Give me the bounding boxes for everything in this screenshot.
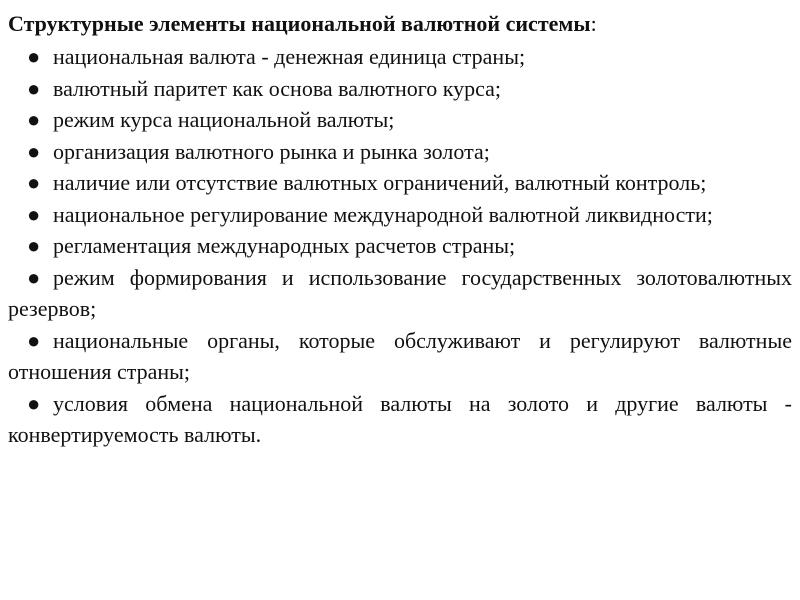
list-item <box>8 230 792 262</box>
list-item <box>8 199 792 231</box>
bullet-icon: ● <box>27 44 41 69</box>
bullet-icon: ● <box>27 233 41 258</box>
bullet-icon: ● <box>27 107 41 132</box>
list-item-text: режим формирования и использование государственных золотовалютных резервов; <box>8 264 792 321</box>
list-item <box>8 136 792 168</box>
bullet-icon: ● <box>27 138 41 164</box>
list-item-text: регламентация международных расчетов страны; <box>53 233 516 258</box>
bullet-icon: ● <box>27 170 41 195</box>
list-item-text: организация валютного рынка и рынка золота; <box>53 138 490 164</box>
list-item-text: валютный паритет как основа валютного курса; <box>53 75 502 101</box>
list-item <box>8 73 792 105</box>
list-item <box>8 325 792 388</box>
heading-title: Структурные элементы национальной валютной системы <box>8 11 591 36</box>
bullet-icon: ● <box>27 201 41 227</box>
list-item <box>8 167 792 199</box>
list-item-text: национальные органы, которые обслуживают и регулируют валютные отношения страны; <box>8 327 792 384</box>
list-item <box>8 104 792 136</box>
element-list <box>8 41 792 451</box>
list-item-text: национальное регулирование международной валютной ликвидности; <box>53 201 713 227</box>
list-item-text: национальная валюта - денежная единица страны; <box>53 44 526 69</box>
heading-colon: : <box>590 11 597 36</box>
bullet-icon: ● <box>27 264 41 290</box>
list-item-text: режим курса национальной валюты; <box>53 107 395 132</box>
list-item-text: наличие или отсутствие валютных ограничений, валютный контроль; <box>53 170 707 195</box>
slide <box>8 8 792 451</box>
list-item <box>8 388 792 451</box>
bullet-icon: ● <box>27 327 41 353</box>
bullet-icon: ● <box>27 390 41 416</box>
list-item-text: условия обмена национальной валюты на золото и другие валюты - конвертируемость валюты. <box>8 390 792 447</box>
list-item <box>8 262 792 325</box>
bullet-icon: ● <box>27 75 41 101</box>
heading <box>8 8 792 41</box>
list-item <box>8 41 792 73</box>
